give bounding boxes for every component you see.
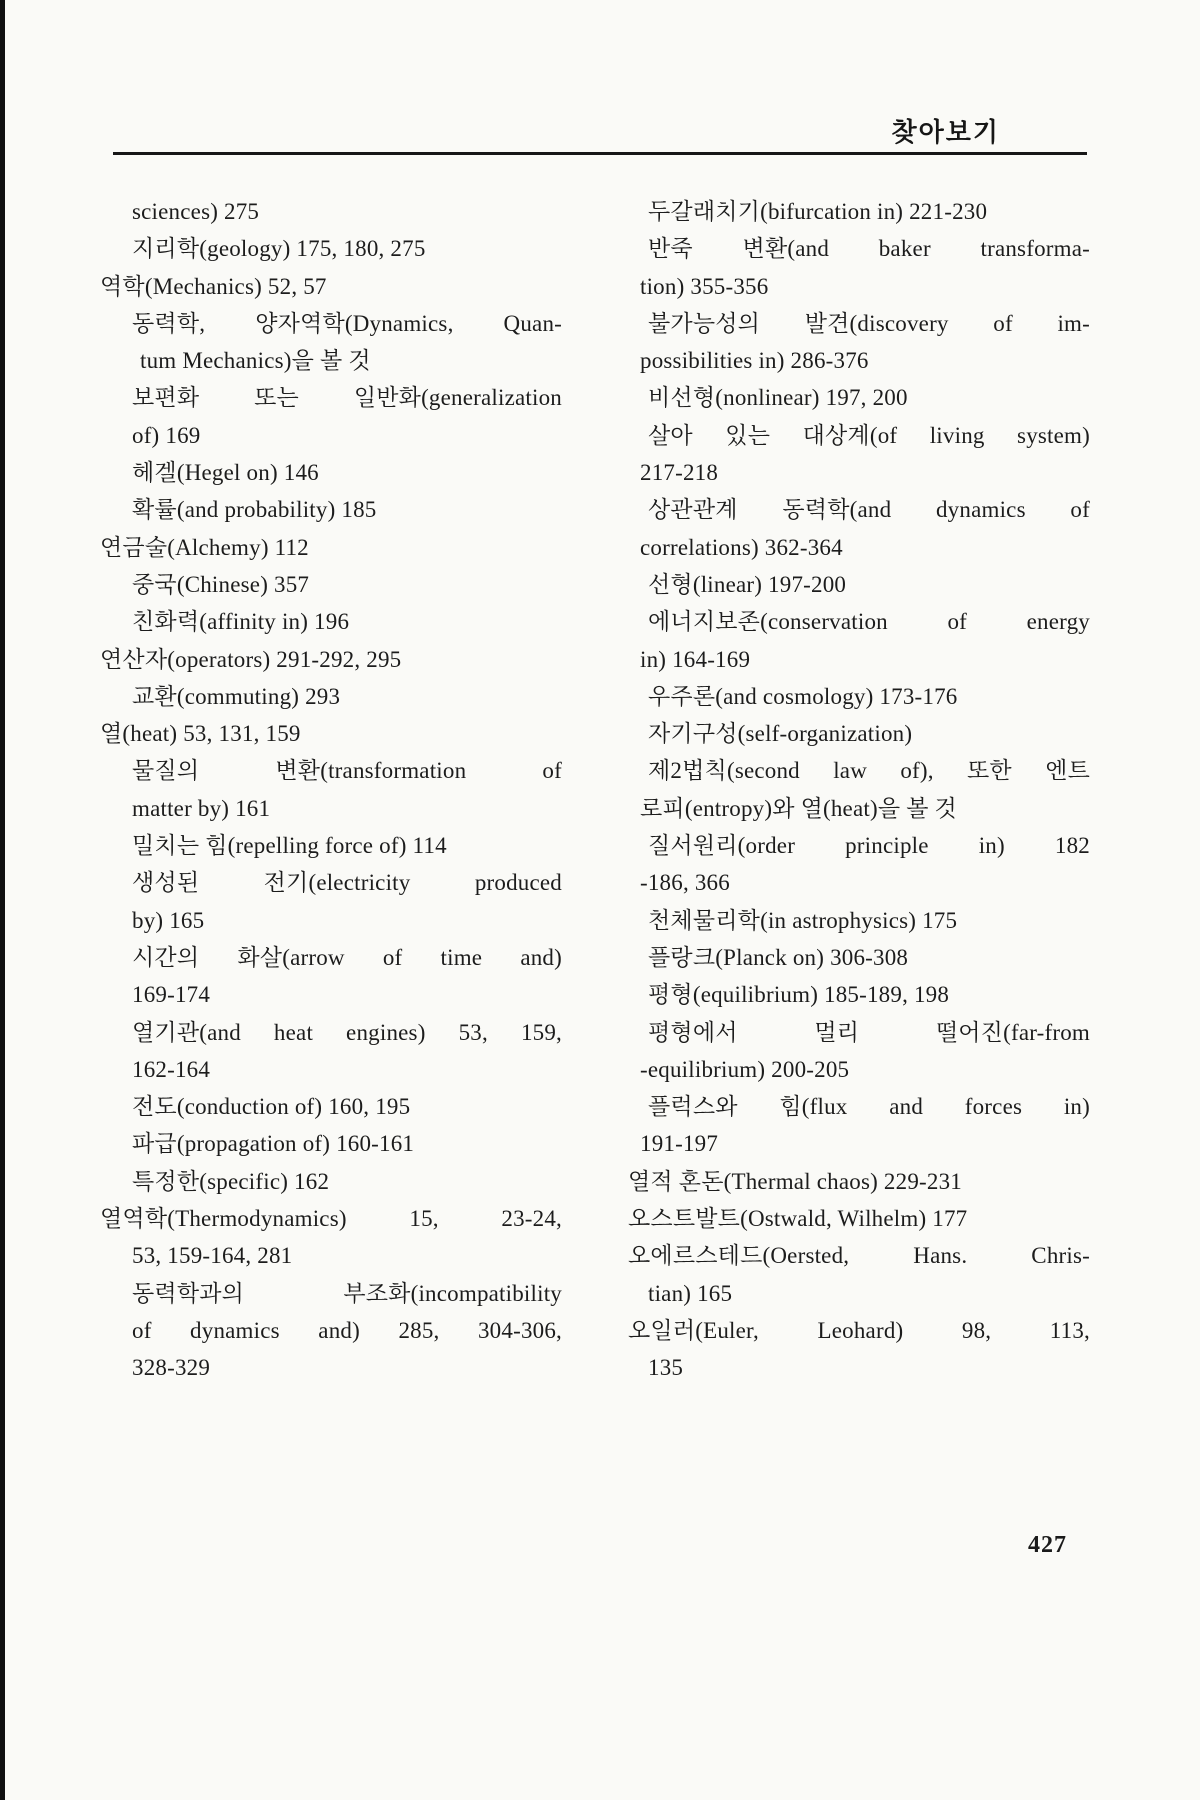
index-entry-line: 질서원리(order principle in) 182 — [648, 833, 1090, 859]
index-entry-line: 살아 있는 대상계(of living system) — [648, 422, 1090, 448]
index-entry-line: possibilities in) 286-376 — [640, 348, 869, 374]
index-entry-line: sciences) 275 — [132, 199, 260, 224]
index-entry-line: -186, 366 — [640, 870, 730, 896]
index-entry-line: 평형에서 멀리 떨어진(far-from — [648, 1019, 1090, 1045]
header-rule — [113, 152, 1087, 155]
index-entry-line: 135 — [648, 1355, 684, 1381]
index-entry-line: 교환(commuting) 293 — [132, 683, 341, 709]
index-entry-line: 파급(propagation of) 160-161 — [132, 1131, 415, 1157]
index-entry-line: 328-329 — [132, 1355, 211, 1381]
page-header-title: 찾아보기 — [891, 117, 1000, 147]
index-entry-line: 천체물리학(in astrophysics) 175 — [648, 907, 958, 933]
index-entry-line: 우주론(and cosmology) 173-176 — [648, 683, 958, 709]
index-entry-line: tion) 355-356 — [640, 273, 769, 299]
index-entry-line: 중국(Chinese) 357 — [132, 571, 310, 597]
index-entry-line: correlations) 362-364 — [640, 534, 843, 560]
index-entry-line: 보편화 또는 일반화(generalization — [132, 385, 562, 411]
index-entry-line: 플랑크(Planck on) 306-308 — [648, 944, 909, 970]
index-entry-line: 물질의 변환(transformation of — [132, 758, 562, 784]
index-entry-line: 열(heat) 53, 131, 159 — [100, 721, 301, 747]
index-entry-line: 생성된 전기(electricity produced — [132, 870, 562, 896]
index-entry-line: 친화력(affinity in) 196 — [132, 609, 350, 635]
index-entry-line: 전도(conduction of) 160, 195 — [132, 1094, 411, 1120]
index-entry-line: 연금술(Alchemy) 112 — [100, 534, 309, 560]
index-entry-line: tian) 165 — [648, 1280, 733, 1306]
index-column-left — [100, 193, 562, 1387]
index-entry-line: 두갈래치기(bifurcation in) 221-230 — [648, 199, 988, 224]
index-entry-line: of) 169 — [132, 422, 201, 448]
index-entry-line: in) 164-169 — [640, 646, 751, 672]
index-entry-line: 평형(equilibrium) 185-189, 198 — [648, 982, 950, 1008]
index-entry-line: tum Mechanics)을 볼 것 — [140, 348, 371, 374]
index-entry-line: 확률(and probability) 185 — [132, 497, 377, 523]
index-entry-line: 에너지보존(conservation of energy — [648, 609, 1090, 635]
index-entry-line: 헤겔(Hegel on) 146 — [132, 460, 319, 486]
index-entry-line: 217-218 — [640, 460, 719, 486]
index-entry-line: 비선형(nonlinear) 197, 200 — [648, 385, 908, 411]
index-entry-line: 53, 159-164, 281 — [132, 1243, 293, 1269]
index-entry-line: 자기구성(self-organization) — [648, 721, 913, 747]
index-entry-line: 선형(linear) 197-200 — [648, 571, 847, 597]
index-entry-line: 열기관(and heat engines) 53, 159, — [132, 1019, 562, 1045]
index-entry-line: 상관관계 동력학(and dynamics of — [648, 497, 1090, 523]
index-entry-line: -equilibrium) 200-205 — [640, 1056, 850, 1082]
index-entry-line: 특정한(specific) 162 — [132, 1168, 330, 1194]
index-entry-line: 오일러(Euler, Leohard) 98, 113, — [628, 1317, 1090, 1343]
index-entry-line: 밀치는 힘(repelling force of) 114 — [132, 833, 447, 859]
index-entry-line: 162-164 — [132, 1056, 211, 1082]
page-number: 427 — [1028, 1532, 1067, 1558]
index-entry-line: 역학(Mechanics) 52, 57 — [100, 273, 327, 299]
index-entry-line: 시간의 화살(arrow of time and) — [132, 944, 562, 970]
index-entry-line: 191-197 — [640, 1131, 719, 1157]
index-entry-line: 불가능성의 발견(discovery of im- — [648, 310, 1090, 336]
index-entry-line: 플럭스와 힘(flux and forces in) — [648, 1094, 1090, 1120]
index-entry-line: 169-174 — [132, 982, 211, 1008]
index-entry-line: 지리학(geology) 175, 180, 275 — [132, 236, 426, 262]
index-entry-line: 열역학(Thermodynamics) 15, 23-24, — [100, 1206, 562, 1232]
index-entry-line: 연산자(operators) 291-292, 295 — [100, 646, 402, 672]
index-entry-line: 반죽 변환(and baker transforma- — [648, 236, 1090, 262]
index-entry-line: matter by) 161 — [132, 795, 271, 821]
index-entry-line: 동력학과의 부조화(incompatibility — [132, 1280, 562, 1306]
index-entry-line: 제2법칙(second law of), 또한 엔트 — [648, 758, 1090, 784]
index-entry-line: 오에르스테드(Oersted, Hans. Chris- — [628, 1243, 1090, 1269]
index-entry-line: of dynamics and) 285, 304-306, — [132, 1317, 562, 1343]
index-entry-line: 동력학, 양자역학(Dynamics, Quan- — [132, 310, 562, 336]
index-entry-line: 열적 혼돈(Thermal chaos) 229-231 — [628, 1168, 962, 1194]
scan-edge-artifact — [0, 0, 5, 1800]
index-entry-line: by) 165 — [132, 907, 205, 933]
index-column-right — [628, 193, 1090, 1387]
index-entry-line: 오스트발트(Ostwald, Wilhelm) 177 — [628, 1206, 968, 1232]
index-entry-line: 로피(entropy)와 열(heat)을 볼 것 — [640, 795, 957, 821]
